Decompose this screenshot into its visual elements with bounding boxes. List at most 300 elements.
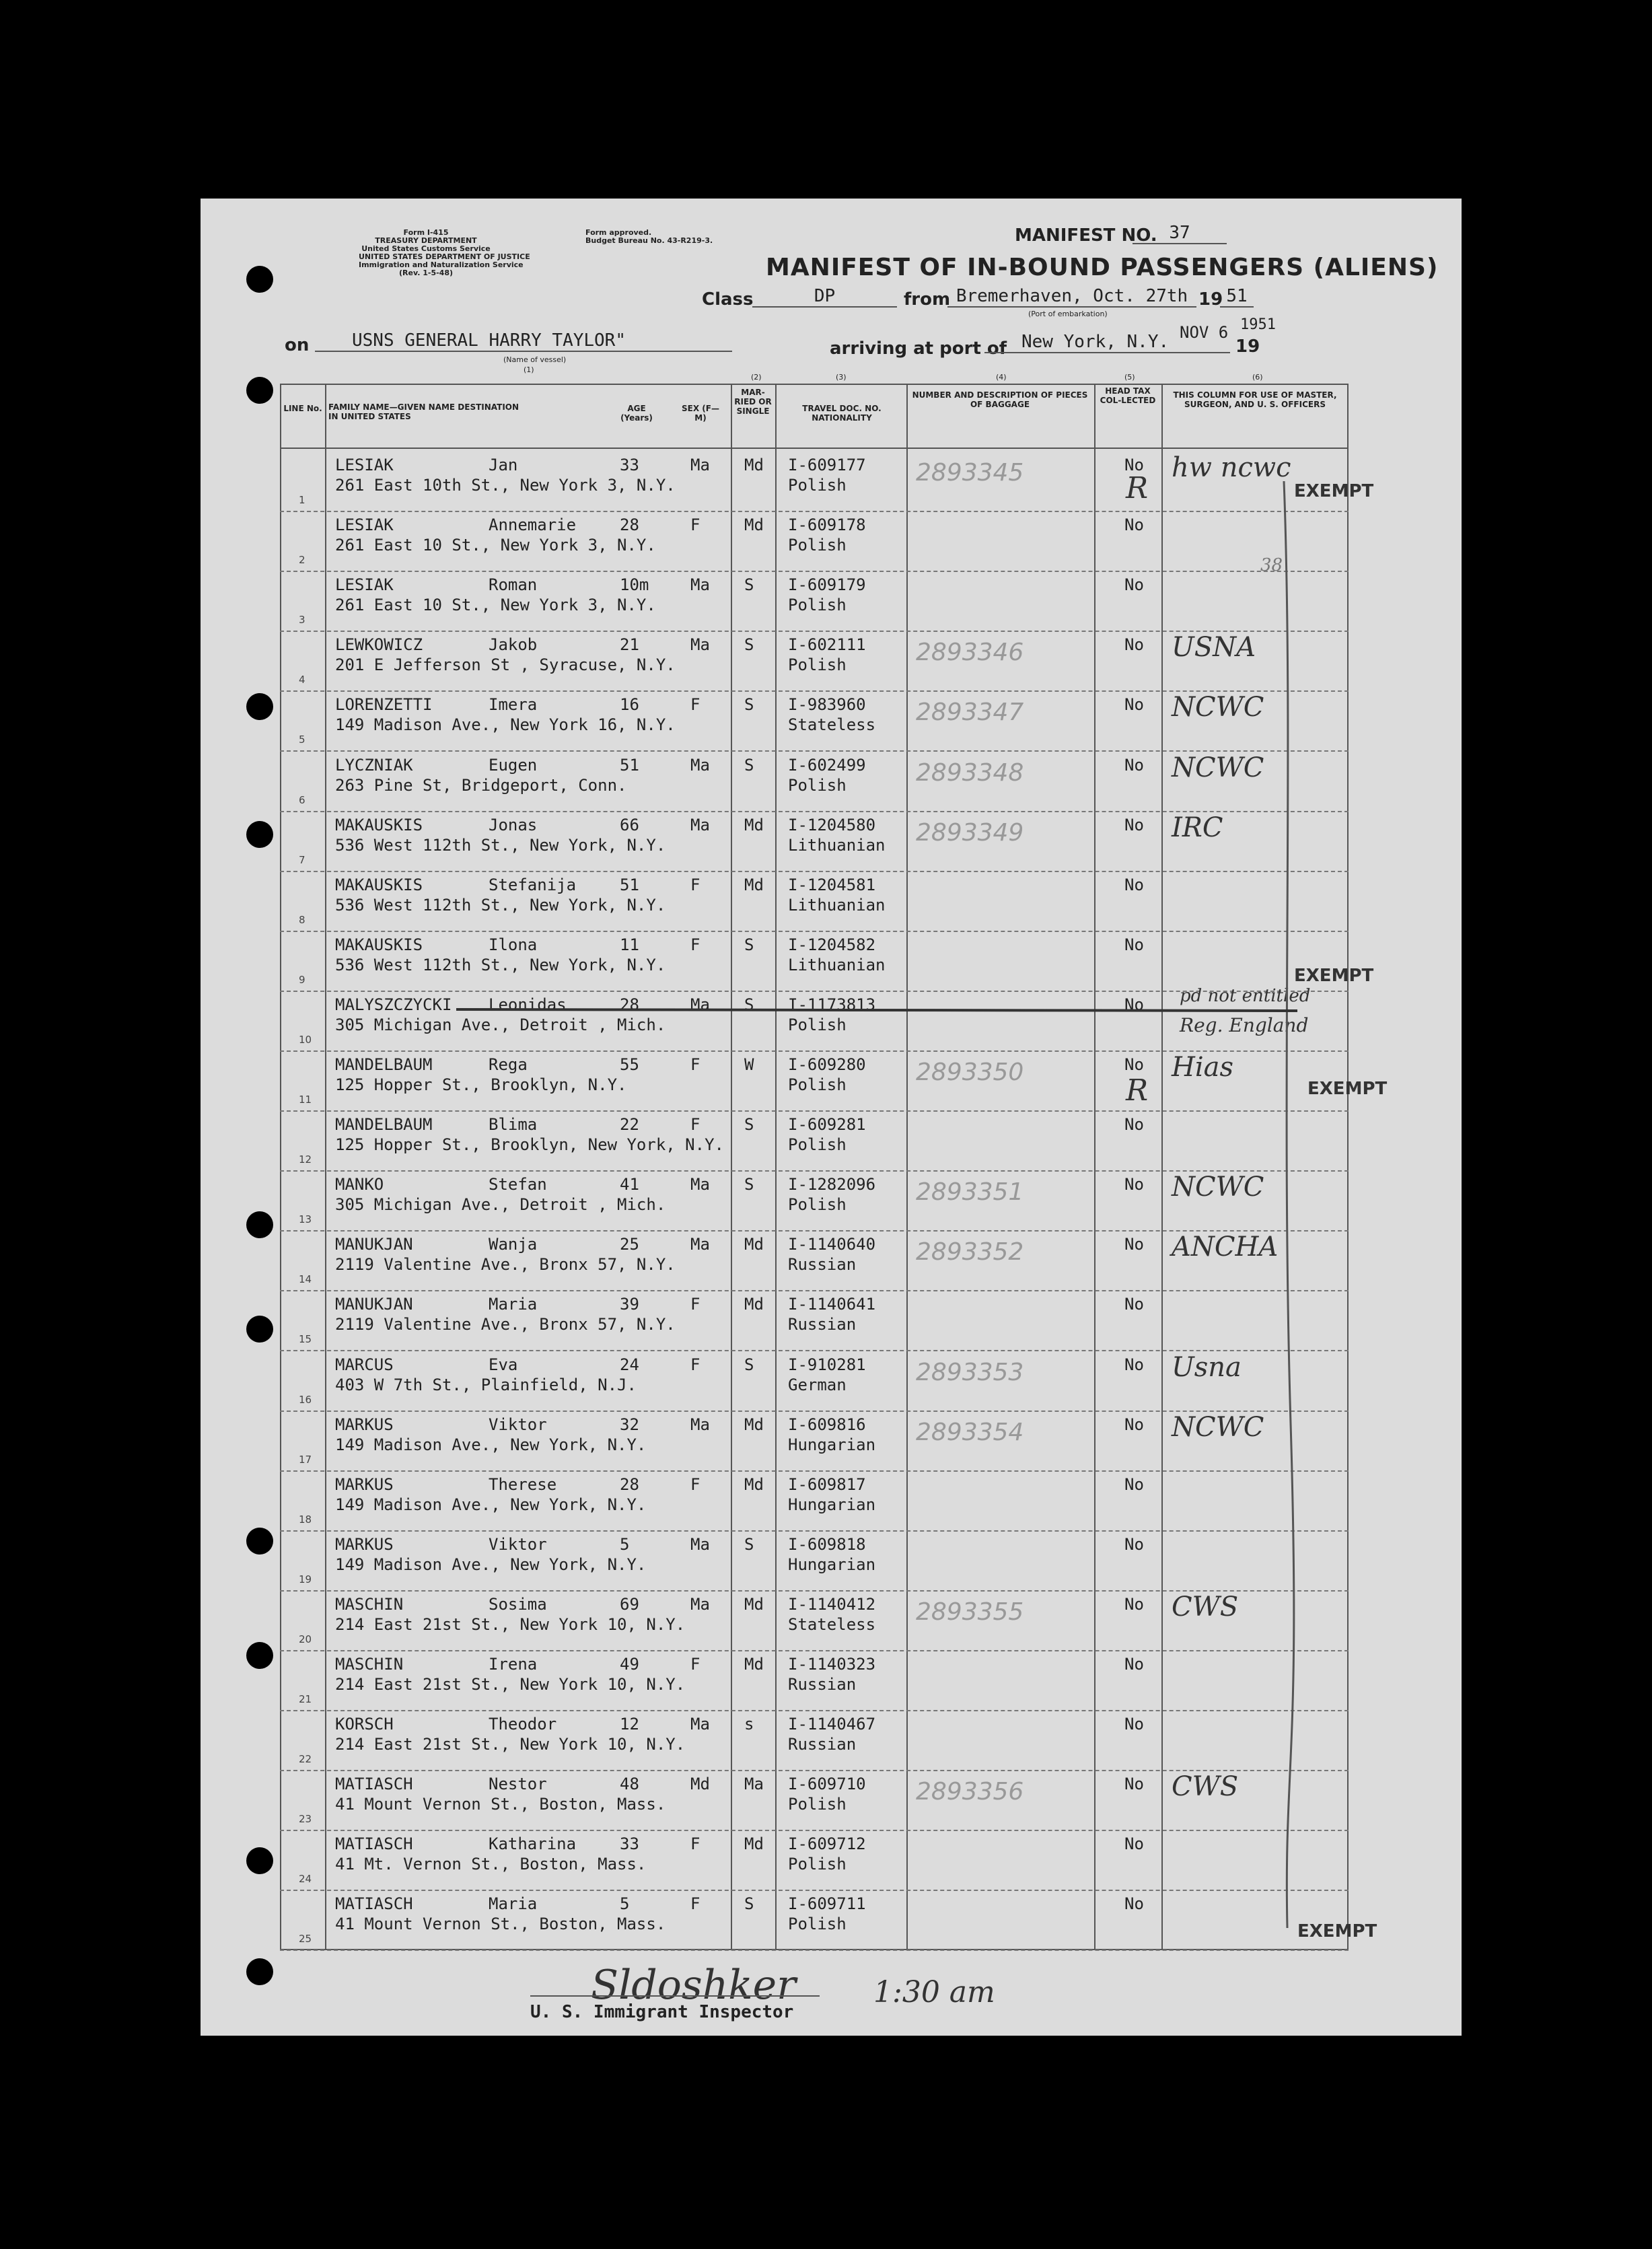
nationality: Lithuanian <box>788 835 886 855</box>
head-tax: No <box>1124 1655 1144 1674</box>
marital-status: Md <box>744 1415 764 1434</box>
class-value: DP <box>752 286 897 308</box>
head-tax: No <box>1124 755 1144 775</box>
lineno: 5 <box>299 734 306 746</box>
address: 305 Michigan Ave., Detroit , Mich. <box>335 1015 666 1034</box>
age: 51 <box>620 875 639 894</box>
head-tax: No <box>1124 1775 1144 1794</box>
sex: Ma <box>690 1175 710 1194</box>
address: 149 Madison Ave., New York 16, N.Y. <box>335 715 676 735</box>
punch-hole <box>246 1958 273 1985</box>
budget-bureau: Budget Bureau No. 43-R219-3. <box>585 236 713 245</box>
arrival-stamp-year: 1951 <box>1240 316 1276 333</box>
year-value: 51 <box>1220 286 1254 308</box>
travel-doc: I-1140323 <box>788 1655 876 1674</box>
table-row <box>280 451 1349 513</box>
year-prefix: 19 <box>1198 289 1223 310</box>
table-row <box>280 1890 1349 1952</box>
family-name: MAKAUSKIS <box>335 875 423 894</box>
given-name: Ilona <box>489 935 538 954</box>
head-tax: No <box>1124 635 1144 655</box>
vessel-name-text: USNS GENERAL HARRY TAYLOR" <box>352 330 626 351</box>
age: 41 <box>620 1175 639 1194</box>
table-row <box>280 871 1349 933</box>
col-baggage-header: NUMBER AND DESCRIPTION OF PIECES OF BAGGAGE <box>912 390 1088 409</box>
head-tax: No <box>1124 1055 1144 1074</box>
punch-hole <box>246 266 273 293</box>
from-label: from <box>904 289 951 310</box>
marital-status: S <box>744 755 754 775</box>
officer-note: Usna <box>1172 1351 1242 1383</box>
age: 49 <box>620 1655 639 1674</box>
annotation-line10: pd not entitled <box>1180 986 1311 1006</box>
given-name: Imera <box>489 695 538 715</box>
address: 214 East 21st St., New York 10, N.Y. <box>335 1614 686 1634</box>
lineno: 20 <box>299 1633 312 1645</box>
address: 263 Pine St, Bridgeport, Conn. <box>335 775 627 795</box>
table-row <box>280 1110 1349 1172</box>
exempt-stamp: EXEMPT <box>1294 966 1374 986</box>
family-name: MATIASCH <box>335 1775 413 1794</box>
nationality: Polish <box>788 655 847 675</box>
given-name: Wanja <box>489 1235 538 1254</box>
address: 149 Madison Ave., New York, N.Y. <box>335 1495 647 1514</box>
marital-status: Md <box>744 456 764 474</box>
lineno: 19 <box>299 1573 312 1585</box>
table-row <box>280 1230 1349 1292</box>
family-name: MATIASCH <box>335 1894 413 1914</box>
vessel-caption: (Name of vessel) <box>503 355 567 364</box>
nationality: Lithuanian <box>788 895 886 915</box>
exempt-stamp: EXEMPT <box>1294 481 1374 501</box>
address: 41 Mt. Vernon St., Boston, Mass. <box>335 1855 647 1874</box>
nationality: Polish <box>788 1195 847 1215</box>
sex: Ma <box>690 635 710 655</box>
head-tax: No <box>1124 1295 1144 1314</box>
sex: Ma <box>690 1415 710 1434</box>
table-row <box>280 1590 1349 1652</box>
table-row <box>280 1411 1349 1472</box>
agency-justice-sub: Immigration and Naturalization Service <box>359 260 524 269</box>
address: 214 East 21st St., New York 10, N.Y. <box>335 1735 686 1754</box>
age: 51 <box>620 755 639 775</box>
head-tax: No <box>1124 1115 1144 1135</box>
manifest-no-label: MANIFEST NO. <box>1015 225 1157 246</box>
table-row <box>280 931 1349 993</box>
address: 305 Michigan Ave., Detroit , Mich. <box>335 1195 666 1215</box>
given-name: Maria <box>489 1295 538 1314</box>
address: 403 W 7th St., Plainfield, N.J. <box>335 1375 637 1394</box>
head-tax: No <box>1124 1415 1144 1434</box>
age: 22 <box>620 1115 639 1135</box>
header-rule <box>280 448 1349 449</box>
sex: F <box>690 1295 701 1314</box>
marital-status: Ma <box>744 1775 764 1794</box>
family-name: LEWKOWICZ <box>335 635 423 655</box>
lineno: 1 <box>299 494 306 506</box>
given-name: Maria <box>489 1894 538 1914</box>
address: 41 Mount Vernon St., Boston, Mass. <box>335 1915 666 1934</box>
travel-doc: I-1140641 <box>788 1295 876 1314</box>
travel-doc: I-609281 <box>788 1115 866 1135</box>
officer-note: IRC <box>1172 812 1223 843</box>
port-embarkation-caption: (Port of embarkation) <box>1028 310 1108 318</box>
form-revision: (Rev. 1-5-48) <box>398 269 453 277</box>
travel-doc: I-910281 <box>788 1355 866 1374</box>
sex: F <box>690 695 701 715</box>
lineno: 17 <box>299 1453 312 1466</box>
col-travel-header: TRAVEL DOC. NO. NATIONALITY <box>802 404 882 423</box>
lineno: 16 <box>299 1393 312 1406</box>
lineno: 21 <box>299 1693 312 1705</box>
bracket-line <box>1277 481 1304 1928</box>
travel-doc: I-1282096 <box>788 1175 876 1194</box>
punch-hole <box>246 377 273 404</box>
punch-hole <box>246 821 273 848</box>
sex: Ma <box>690 755 710 775</box>
arriving-label: arriving at port of <box>830 338 1007 359</box>
form-approved: Form approved. <box>585 228 652 237</box>
family-name: LESIAK <box>335 456 394 474</box>
travel-doc: I-1140640 <box>788 1235 876 1254</box>
family-name: KORSCH <box>335 1715 394 1734</box>
vessel-name <box>315 330 732 352</box>
given-name: Jakob <box>489 635 538 655</box>
form-number: Form I-415 <box>403 228 449 237</box>
family-name: MANDELBAUM <box>335 1115 433 1135</box>
class-label: Class <box>702 289 754 310</box>
given-name: Eugen <box>489 755 538 775</box>
address: 149 Madison Ave., New York, N.Y. <box>335 1435 647 1454</box>
travel-doc: I-1140467 <box>788 1715 876 1734</box>
table-row <box>280 690 1349 752</box>
table-top-border <box>280 384 1349 385</box>
col-sex-header: SEX (F—M) <box>682 404 719 423</box>
given-name: Katharina <box>489 1834 577 1854</box>
lineno: 13 <box>299 1213 312 1226</box>
age: 32 <box>620 1415 639 1434</box>
age: 55 <box>620 1055 639 1074</box>
marital-status: S <box>744 575 754 595</box>
given-name: Eva <box>489 1355 518 1374</box>
row-separator <box>280 1950 1349 1951</box>
travel-doc: I-609178 <box>788 515 866 535</box>
lineno: 3 <box>299 614 306 627</box>
address: 261 East 10 St., New York 3, N.Y. <box>335 596 656 615</box>
officer-note: hw ncwc <box>1172 452 1291 483</box>
lineno: 11 <box>299 1094 312 1106</box>
sex: F <box>690 1655 701 1674</box>
annotation-r: R <box>1126 1073 1149 1108</box>
baggage-number: 2893354 <box>916 1418 1024 1446</box>
given-name: Annemarie <box>489 515 577 535</box>
nationality: Lithuanian <box>788 955 886 974</box>
from-value: Bremerhaven, Oct. 27th <box>947 286 1196 308</box>
sex: F <box>690 1355 701 1374</box>
given-name: Stefan <box>489 1175 547 1194</box>
marital-status: Md <box>744 875 764 894</box>
age: 33 <box>620 1834 639 1854</box>
nationality: Polish <box>788 1795 847 1814</box>
head-tax: No <box>1124 1594 1144 1614</box>
table-row <box>280 1170 1349 1232</box>
nationality: Hungarian <box>788 1495 876 1514</box>
age: 69 <box>620 1594 639 1614</box>
given-name: Irena <box>489 1655 538 1674</box>
marital-status: Md <box>744 515 764 535</box>
table-row <box>280 1050 1349 1112</box>
travel-doc: I-1204582 <box>788 935 876 954</box>
head-tax: No <box>1124 695 1144 715</box>
travel-doc: I-609710 <box>788 1775 866 1794</box>
passenger-table <box>280 373 1349 1950</box>
arrival-stamp-date: NOV 6 <box>1180 323 1229 342</box>
marital-status: S <box>744 1355 754 1374</box>
address: 261 East 10th St., New York 3, N.Y. <box>335 476 676 495</box>
inspector-signature: Sldoshker <box>591 1962 796 2009</box>
travel-doc: I-609816 <box>788 1415 866 1434</box>
agency-justice: UNITED STATES DEPARTMENT OF JUSTICE <box>359 252 530 261</box>
age: 28 <box>620 995 639 1014</box>
age: 48 <box>620 1775 639 1794</box>
family-name: MASCHIN <box>335 1594 404 1614</box>
address: 536 West 112th St., New York, N.Y. <box>335 835 666 855</box>
travel-doc: I-602111 <box>788 635 866 655</box>
address: 149 Madison Ave., New York, N.Y. <box>335 1555 647 1574</box>
baggage-number: 2893351 <box>916 1178 1024 1207</box>
sex: Md <box>690 1775 710 1794</box>
lineno: 23 <box>299 1813 312 1826</box>
nationality: Russian <box>788 1735 857 1754</box>
nationality: Hungarian <box>788 1435 876 1454</box>
col-line-header: LINE No. <box>283 404 322 413</box>
nationality: Polish <box>788 536 847 555</box>
col-age-header: AGE (Years) <box>620 404 653 423</box>
form-agency-block <box>359 228 530 277</box>
travel-doc: I-609177 <box>788 456 866 474</box>
head-tax: No <box>1124 1175 1144 1194</box>
inspector-title: U. S. Immigrant Inspector <box>530 2002 794 2022</box>
baggage-number: 2893350 <box>916 1059 1024 1086</box>
lineno: 25 <box>299 1933 312 1945</box>
lineno: 14 <box>299 1273 312 1286</box>
signature-time: 1:30 am <box>873 1975 995 2009</box>
family-name: MARKUS <box>335 1474 394 1494</box>
nationality: Hungarian <box>788 1555 876 1574</box>
table-row <box>280 811 1349 873</box>
nationality: Polish <box>788 596 847 615</box>
age: 12 <box>620 1715 639 1734</box>
officer-note: NCWC <box>1172 1411 1264 1443</box>
officer-note: USNA <box>1172 632 1256 664</box>
given-name: Leonidas <box>489 995 567 1014</box>
table-row <box>280 1770 1349 1832</box>
exempt-stamp: EXEMPT <box>1307 1079 1388 1099</box>
col-name-header: FAMILY NAME—GIVEN NAME DESTINATION IN UNITED STATES <box>328 402 519 421</box>
age: 16 <box>620 695 639 715</box>
family-name: MARKUS <box>335 1534 394 1554</box>
arrival-year-prefix: 19 <box>1235 336 1260 357</box>
punch-hole <box>246 693 273 720</box>
lineno: 2 <box>299 554 306 567</box>
given-name: Nestor <box>489 1775 547 1794</box>
sex: F <box>690 1834 701 1854</box>
marital-status: S <box>744 695 754 715</box>
travel-doc: I-609711 <box>788 1894 866 1914</box>
age: 21 <box>620 635 639 655</box>
head-tax: No <box>1124 935 1144 954</box>
baggage-number: 2893356 <box>916 1778 1024 1806</box>
travel-doc: I-609712 <box>788 1834 866 1854</box>
family-name: MANKO <box>335 1175 384 1194</box>
age: 39 <box>620 1295 639 1314</box>
family-name: MANUKJAN <box>335 1295 413 1314</box>
punch-hole <box>246 1528 273 1555</box>
age: 5 <box>620 1534 630 1554</box>
manifest-no: 37 <box>1133 223 1227 244</box>
age: 25 <box>620 1235 639 1254</box>
marital-status: Md <box>744 1474 764 1494</box>
travel-doc: I-983960 <box>788 695 866 715</box>
nationality: Stateless <box>788 1614 876 1634</box>
given-name: Jan <box>489 456 518 474</box>
given-name: Blima <box>489 1115 538 1135</box>
sex: F <box>690 515 701 535</box>
head-tax: No <box>1124 995 1144 1014</box>
address: 2119 Valentine Ave., Bronx 57, N.Y. <box>335 1255 676 1275</box>
lineno: 24 <box>299 1873 312 1886</box>
baggage-number: 2893355 <box>916 1598 1024 1626</box>
family-name: LORENZETTI <box>335 695 433 715</box>
address: 536 West 112th St., New York, N.Y. <box>335 895 666 915</box>
given-name: Sosima <box>489 1594 547 1614</box>
head-tax: No <box>1124 1894 1144 1914</box>
travel-doc: I-609818 <box>788 1534 866 1554</box>
exempt-stamp: EXEMPT <box>1297 1921 1377 1941</box>
age: 24 <box>620 1355 639 1374</box>
baggage-number: 2893347 <box>916 699 1024 727</box>
table-row <box>280 1351 1349 1413</box>
marital-status: s <box>744 1715 754 1734</box>
given-name: Rega <box>489 1055 528 1074</box>
strikethrough-line10 <box>456 996 1304 1023</box>
col-officers-header: THIS COLUMN FOR USE OF MASTER, SURGEON, AND U. S. OFFICERS <box>1173 390 1337 409</box>
lineno: 12 <box>299 1153 312 1166</box>
given-name: Stefanija <box>489 875 577 894</box>
given-name: Viktor <box>489 1415 547 1434</box>
marital-status: S <box>744 935 754 954</box>
col-num-5: (5) <box>1124 373 1135 382</box>
officer-note: CWS <box>1172 1771 1239 1803</box>
marital-status: S <box>744 1894 754 1914</box>
address: 201 E Jefferson St , Syracuse, N.Y. <box>335 655 676 675</box>
lineno: 15 <box>299 1333 312 1346</box>
col-num-4: (4) <box>996 373 1007 382</box>
family-name: MARCUS <box>335 1355 394 1374</box>
address: 125 Hopper St., Brooklyn, N.Y. <box>335 1075 627 1094</box>
col-num-3: (3) <box>836 373 847 382</box>
head-tax: No <box>1124 875 1144 894</box>
lineno: 22 <box>299 1753 312 1766</box>
head-tax: No <box>1124 1355 1144 1374</box>
age: 10m <box>620 575 649 595</box>
family-name: LESIAK <box>335 575 394 595</box>
agency-treasury-sub: United States Customs Service <box>361 244 491 253</box>
travel-doc: I-602499 <box>788 755 866 775</box>
head-tax: No <box>1124 1235 1144 1254</box>
budget-block <box>585 229 713 245</box>
col-num-2: (2) <box>751 373 762 382</box>
officer-note: ANCHA <box>1172 1231 1279 1263</box>
age: 66 <box>620 815 639 834</box>
baggage-number: 2893352 <box>916 1238 1024 1266</box>
given-name: Therese <box>489 1474 557 1494</box>
sex: Ma <box>690 1235 710 1254</box>
family-name: MASCHIN <box>335 1655 404 1674</box>
annotation-r: R <box>1126 471 1149 505</box>
table-row <box>280 1530 1349 1592</box>
baggage-number: 2893349 <box>916 818 1024 847</box>
lineno: 18 <box>299 1513 312 1526</box>
table-row <box>280 1470 1349 1532</box>
head-tax: No <box>1124 1715 1144 1734</box>
punch-hole <box>246 1847 273 1874</box>
nationality: Russian <box>788 1675 857 1694</box>
table-row <box>280 1830 1349 1892</box>
marital-status: Md <box>744 1295 764 1314</box>
nationality: Stateless <box>788 715 876 735</box>
nationality: Polish <box>788 476 847 495</box>
lineno: 7 <box>299 853 306 866</box>
col-head-tax-header: HEAD TAX COL-LECTED <box>1100 386 1156 405</box>
age: 28 <box>620 515 639 535</box>
marital-status: S <box>744 1534 754 1554</box>
address: 261 East 10 St., New York 3, N.Y. <box>335 536 656 555</box>
nationality: Polish <box>788 1015 847 1034</box>
punch-hole <box>246 1642 273 1669</box>
sex: Ma <box>690 1715 710 1734</box>
family-name: MANUKJAN <box>335 1235 413 1254</box>
family-name: LESIAK <box>335 515 394 535</box>
head-tax: No <box>1124 456 1144 474</box>
head-tax: No <box>1124 1834 1144 1854</box>
table-row <box>280 511 1349 573</box>
sex: Ma <box>690 1594 710 1614</box>
officer-note: Hias <box>1172 1052 1234 1083</box>
marital-status: Md <box>744 1655 764 1674</box>
marital-status: S <box>744 995 754 1014</box>
on-label: on <box>285 335 310 355</box>
nationality: Polish <box>788 1075 847 1094</box>
table-row <box>280 631 1349 692</box>
marital-status: S <box>744 635 754 655</box>
age: 33 <box>620 456 639 474</box>
arriving-port: New York, N.Y. <box>1021 332 1170 352</box>
sex: Ma <box>690 815 710 834</box>
age: 5 <box>620 1894 630 1914</box>
nationality: Russian <box>788 1315 857 1334</box>
head-tax: No <box>1124 1534 1144 1554</box>
travel-doc: I-609179 <box>788 575 866 595</box>
sex: F <box>690 935 701 954</box>
marital-status: Md <box>744 1594 764 1614</box>
officer-note: NCWC <box>1172 752 1264 783</box>
nationality: Polish <box>788 775 847 795</box>
officer-note: NCWC <box>1172 692 1264 723</box>
nationality: German <box>788 1375 847 1394</box>
address: 125 Hopper St., Brooklyn, New York, N.Y. <box>335 1135 724 1155</box>
travel-doc: I-1173813 <box>788 995 876 1014</box>
